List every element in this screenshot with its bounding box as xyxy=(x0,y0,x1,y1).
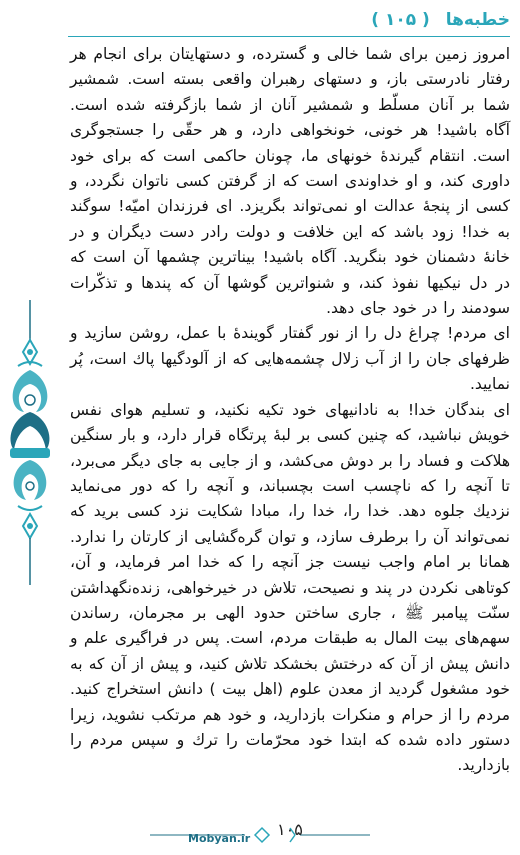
paragraph: امروز زمین برای شما خالی و گسترده، و دستهایتان برای انجام هر رفتار نادرستی باز، و دستهای رهبران واقعی بسته است. شمشیر شما بر آنان مسلّط و شمشیر آنان از شما بازگرفته شده است. آگاه باشید! هر خونی، خونخواهی دارد، و هر حقّی را جستجوگری است. انتقام گیرندهٔ خونهای ما، چونان حاکمی است که برای خود داوری کند، و او خداوندی است که از گرفتن کسی ناتوان نگردد، و کسی از پنجهٔ عدالت او نمی‌تواند بگریزد. ای فرزندان امیّه! سوگند به خدا! زود باشد که این خلافت و دولت رادر دست دیگران و در خانهٔ دشمنان خود بنگرید. آگاه باشید! بیناترین چشمها آن است که در دل نیکیها نفوذ کند، و شنواترین گوشها آن که پندها و تذکّرات سودمند را در خود جای دهد. xyxy=(70,45,510,318)
page-number: ۱۰۵ xyxy=(277,820,303,839)
site-watermark: Mobyan.ir xyxy=(188,832,251,845)
margin-ornament-icon xyxy=(4,300,56,585)
header-divider xyxy=(68,36,510,37)
sermon-number: ( ۱۰۵ ) xyxy=(371,10,430,30)
sermon-text xyxy=(70,42,510,779)
paragraph: ای مردم! چراغ دل را از نور گفتار گویندهٔ با عمل، روشن سازید و ظرفهای جان را از آب زلال چشمه‌هایی که از آلودگیها پاك است، پُر نمایید. xyxy=(70,324,510,394)
page-header xyxy=(0,8,510,32)
paragraph: ای بندگان خدا! به نادانیهای خود تکیه نکنید، و تسلیم هوای نفس خویش نباشید، که چنین کسی بر لبهٔ پرتگاه قرار دارد، و بار سنگین هلاکت و فساد را بر دوش می‌کشد، و از جایی به جای دیگر می‌برد، تا آنچه را که ناچسب است بچسباند، و آنچه را که دور می‌نماید نزدیك جلوه دهد. خدا را، خدا را، مبادا شکایت نزد کسی برید که نمی‌تواند آن را برطرف سازد، و توان گره‌گشایی از کارتان را ندارد. همانا بر امام واجب نیست جز آنچه را که خدا امر فرماید، و آن، کوتاهی نکردن در پند و نصیحت، تلاش در خیرخواهی، زنده‌نگهداشتن سنّت پیامبر ﷺ ، جاری ساختن حدود الهی بر مجرمان، رساندن سهم‌های بیت المال به طبقات مردم، است. پس در فراگیری علم و دانش پیش از آن که درختش بخشکد تلاش کنید، و پیش از آن که به خود مشغول گردید از معدن علوم (اهل بیت ) دانش استخراج کنید. مردم را از حرام و منکرات بازدارید، و خود هم مرتکب نشوید، زیرا دستور داده شده که ابتدا خود محرّمات را ترك و سپس مردم را بازدارید. xyxy=(70,400,510,775)
section-title: خطبه‌ها xyxy=(445,10,510,30)
footer-ornament-icon xyxy=(150,822,370,848)
